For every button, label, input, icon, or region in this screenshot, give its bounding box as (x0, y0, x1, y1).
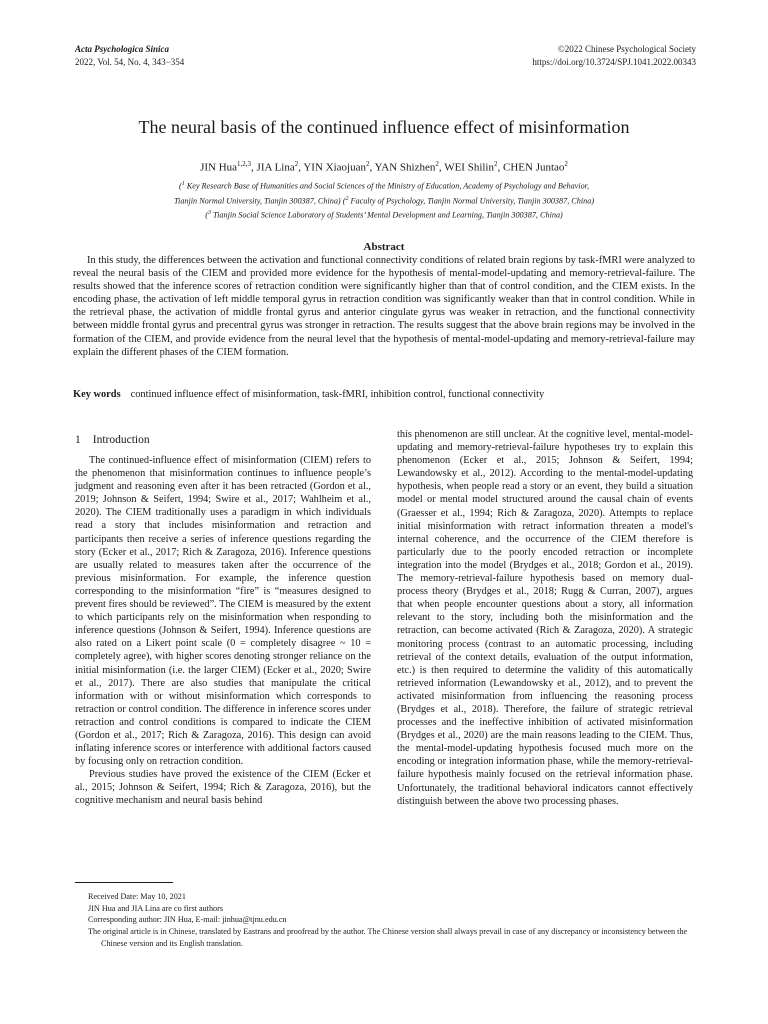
affiliation-text: Tianjin Social Science Laboratory of Students’ Mental Development and Learning, Tianjin 300387, China) (210, 211, 563, 221)
author-separator: , (251, 161, 257, 174)
author-separator: , (497, 161, 503, 174)
author-name: YIN Xiaojuan (303, 161, 366, 174)
keywords-label: Key words (73, 389, 121, 400)
abstract-heading: Abstract (363, 241, 405, 253)
body-paragraph: Previous studies have proved the existence of the CIEM (Ecker et al., 2015; Johnson & Seifert, 1994; Rich & Zaragoza, 2016), but the cognitive mechanism and neural basis behind (75, 769, 371, 807)
author-separator: , (438, 161, 445, 174)
affiliation-line (0, 193, 768, 208)
section-title: Introduction (92, 434, 150, 446)
author-affil-sup: 2 (435, 160, 439, 168)
affiliations (0, 178, 768, 222)
affiliation-text: ( (178, 181, 182, 191)
running-header-right (532, 43, 696, 69)
received-date: Received Date: May 10, 2021 (88, 892, 186, 901)
affiliation-text: Key Research Base of Humanities and Social Sciences of the Ministry of Education, Academy of Psychology and Behavior, (184, 181, 589, 191)
author-affil-sup: 1,2,3 (237, 160, 252, 168)
affiliation-sup: 3 (207, 210, 211, 217)
affiliation-sup: 1 (181, 181, 185, 187)
author-list (0, 157, 768, 175)
author-affil-sup: 2 (365, 160, 370, 168)
author-separator: , (298, 161, 304, 174)
author-affil-sup: 2 (494, 160, 498, 168)
doi-link[interactable]: https://doi.org/10.3724/SPJ.1041.2022.00343 (532, 57, 696, 67)
journal-issue: 2022, Vol. 54, No. 4, 343−354 (75, 57, 185, 67)
affiliation-line (0, 178, 768, 193)
author-name: WEI Shilin (444, 161, 494, 174)
cofirst-note: JIN Hua and JIA Lina are co first authors (88, 903, 224, 913)
footnote-rule (75, 882, 173, 883)
article-title: The neural basis of the continued influence effect of misinformation (138, 117, 630, 137)
affiliation-text: ( (205, 211, 208, 221)
corresponding-author: Corresponding author: JIN Hua, E-mail: jinhua@tjnu.edu.cn (88, 915, 287, 925)
author-name: YAN Shizhen (374, 161, 436, 174)
copyright-notice: ©2022 Chinese Psychological Society (557, 44, 696, 54)
footnotes (88, 891, 698, 950)
affiliation-text: Tianjin Normal University, Tianjin 300387, China) ( (173, 196, 346, 206)
body-paragraph: The continued-influence effect of misinformation (CIEM) refers to the phenomenon that misinformation continues to influence people’s judgment and reasoning even after it has been retracted (Gordon et al., 2019; Johnson & Seifert, 1994; Swire et al., 2017; Wahlheim et al., 2020). The CIEM traditionally uses a paradigm in which individuals read a story that includes misinformation and retraction and participants then receive a series of inference questions regarding the story (Ecker et al., 2017; Rich & Zaragoza, 2016). Inference questions are usually related to measures taken after the occurrence of the previous misinformation. For example, the inference question corresponding to the misinformation “fire” is “measures designed to prevent fires should be reviewed”. The CIEM is measured by the extent to which participants rely on the misinformation when responding to inference questions (Johnson & Seifert, 1994). Inference questions are also rated on a Likert point scale (0 = completely disagree ~ 10 = completely agree), with higher scores denoting stronger reliance on the initial misinformation (i.e. the larger CIEM) (Ecker et al., 2020; Swire et al., 2017). There are also studies that manipulate the critical information with or without misinformation which corresponds to retraction or control condition. The difference in inference scores under retraction and control conditions is compared to indicate the CIEM (Gordon et al., 2017; Rich & Zaragoza, 2016). This design can avoid inflating inference scores or interference with additional factors caused by focusing only on retraction condition. (75, 455, 371, 768)
author-name: CHEN Juntao (503, 161, 565, 174)
affiliation-sup: 2 (345, 195, 349, 202)
author-separator: , (369, 161, 375, 174)
affiliation-line (0, 207, 768, 222)
keywords-text: continued influence effect of misinformation, task-fMRI, inhibition control, functional connectivity (130, 389, 545, 400)
body-paragraph: this phenomenon are still unclear. At the cognitive level, mental-model-updating and memory-retrieval-failure hypotheses try to explain this phenomenon (Ecker et al., 2015; Johnson & Seifert, 1994; Lewandowsky et al., 2012). According to the mental-model-updating hypothesis, when people read a story or an event, they build a situation model or mental model structured around the causal chain of events (Graesser et al., 1994; Rich & Zaragoza, 2020). Attempts to replace initial misinformation with retract information threaten a model's internal coherence, and the occurrence of the CIEM therefore is particularly due to the poorly encoded retraction or incomplete integration into the model (Brydges et al., 2018; Gordon et al., 2019). The memory-retrieval-failure hypothesis based on memory dual-process theory (Brydges et al., 2018; Rugg & Curran, 2007), argues that when people encounter questions about a story, all information relevant to the story, including both the misinformation and the retraction, can become activated (Rich & Zaragoza, 2020). A strategic monitoring process (contrast to an automatic processing, including retrieval of the context details, evaluation of the output information, etc.) is then required to determine the validity of this automatically retrieved information (Lewandowsky et al., 2012), and to prevent the activated misinformation from influencing the reasoning process (Brydges et al., 2018). Therefore, the failure of strategic retrieval processes and the ineffective inhibition of activated misinformation (Brydges et al., 2020) are the main reasons leading to the CIEM. Thus, the mental-model-updating hypothesis focused much more on the encoding or integration information phase, while the memory-retrieval-failure hypothesis mainly focused on the retrieval information phase. Unfortunately, the traditional behavioral indicators cannot effectively distinguish between the above two processing phases. (397, 429, 693, 807)
author-affil-sup: 2 (294, 160, 299, 168)
body-column-left (75, 432, 371, 808)
author-name: JIN Hua (200, 161, 238, 174)
section-heading (75, 432, 371, 448)
body-column-right (397, 428, 693, 808)
section-number: 1 (75, 434, 81, 446)
running-header-left (75, 43, 184, 69)
author-name: JIA Lina (256, 161, 295, 174)
translation-note: The original article is in Chinese, translated by Eastrans and proofread by the author. The Chinese version shall always prevail in case of any discrepancy or inconsistency between the Chinese version and its English translation. (88, 927, 688, 948)
journal-name: Acta Psychologica Sinica (75, 44, 169, 54)
keywords (73, 388, 695, 402)
author-affil-sup: 2 (564, 160, 568, 168)
abstract-text: In this study, the differences between the activation and functional connectivity conditions of related brain regions by task-fMRI were analyzed to reveal the neural basis of the CIEM and provided more evidence for the hypothesis of mental-model-updating and memory-retrieval-failure. The results showed that the inference scores of retraction condition were significantly higher than that of control condition, and the CIEM exists. In the encoding phase, the activation of left middle temporal gyrus in retraction condition was significantly weaker than that in control condition. While in the retrieval phase, the activation of middle frontal gyrus and anterior cingulate gyrus was weaker in retraction, and the functional connectivity between middle frontal gyrus and precentral gyrus was stronger in retraction. The results suggest that the above brain regions may be involved in the formation of the CIEM, and provide evidence from the neural level that the hypothesis of mental-model-updating and memory-retrieval-failure may explain the different phases of the CIEM formation. (73, 255, 695, 358)
affiliation-text: Faculty of Psychology, Tianjin Normal University, Tianjin 300387, China) (348, 196, 595, 206)
